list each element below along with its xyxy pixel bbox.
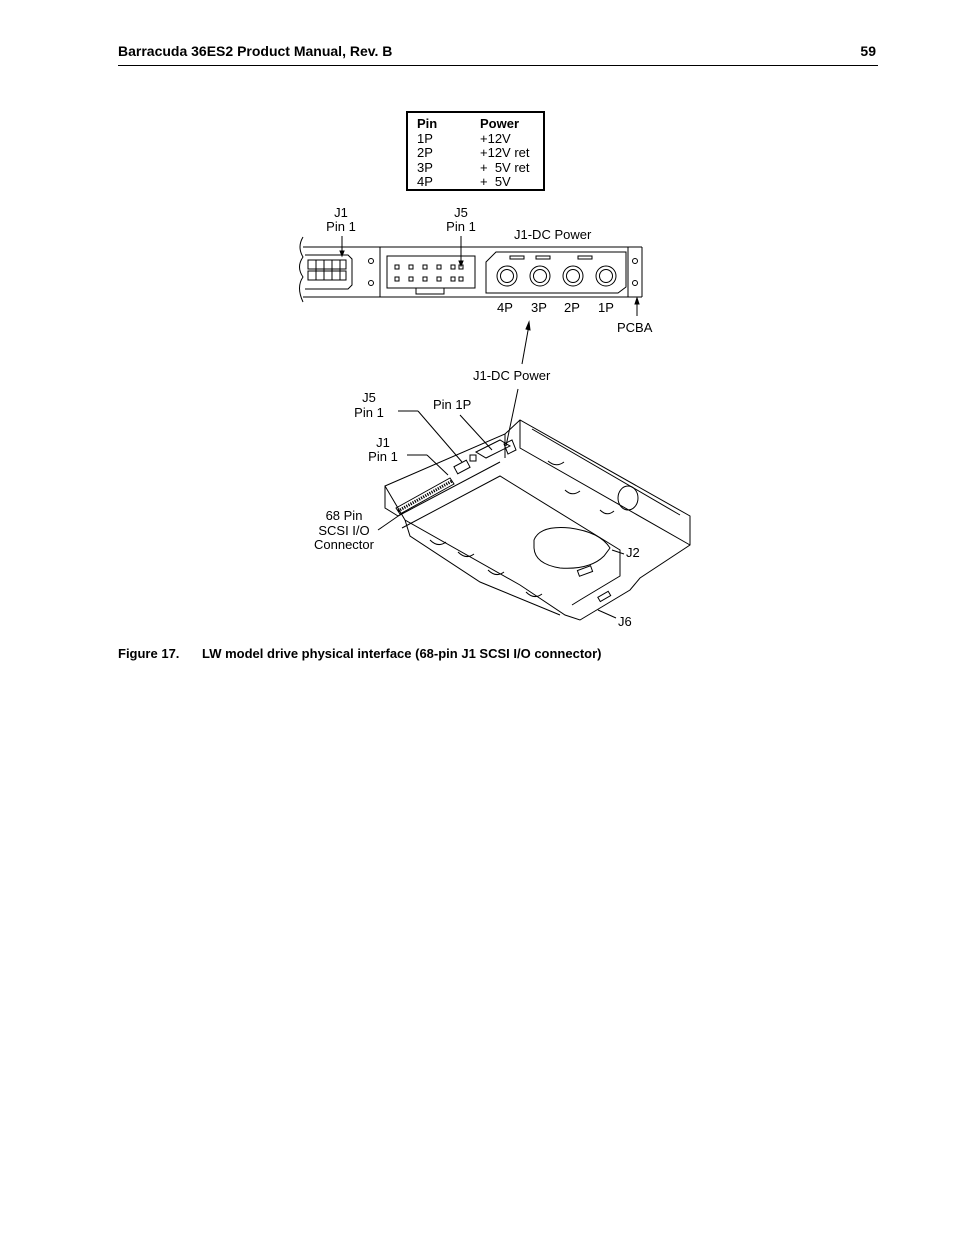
j6-label: J6 [618, 614, 632, 629]
figure-caption [118, 646, 602, 661]
j1-iso-label-line2: Pin 1 [368, 449, 398, 464]
pin-label-4p: 4P [497, 300, 513, 315]
power-cell: +12V ret [480, 145, 530, 160]
power-cell: +12V [480, 130, 511, 146]
pin-cell: 4P [417, 174, 433, 189]
j1-label-line2: Pin 1 [326, 219, 356, 234]
pin-cell: 1P [417, 130, 433, 146]
pin-label-2p: 2P [564, 300, 580, 315]
j1-label-line1: J1 [334, 205, 348, 220]
drive-end-view [300, 236, 643, 364]
power-cell: + 5V ret [480, 159, 530, 175]
manual-title: Barracuda 36ES2 Product Manual, Rev. B [118, 43, 393, 59]
pin-column-header: Pin [417, 116, 438, 131]
drive-isometric-view [378, 389, 690, 620]
scsi-label-line1: 68 Pin [325, 508, 363, 523]
figure-caption-text: LW model drive physical interface (68-pin J1 SCSI I/O connector) [202, 646, 602, 661]
pin-label-3p: 3P [531, 300, 547, 315]
page-number: 59 [860, 43, 876, 59]
j5-iso-label-line1: J5 [362, 390, 376, 405]
scsi-68-pin-connector-iso [396, 478, 454, 514]
j2-label: J2 [626, 545, 640, 560]
power-column-header: Power [480, 116, 520, 131]
j5-iso-label-line2: Pin 1 [354, 405, 384, 420]
pin-1p-label: Pin 1P [433, 397, 472, 412]
j1-iso-label-line1: J1 [376, 435, 390, 450]
figure-number: Figure 17. [118, 646, 180, 661]
j1-scsi-connector-end [305, 255, 352, 289]
pin-cell: 2P [417, 145, 433, 160]
pcba-label: PCBA [617, 320, 653, 335]
j1-dc-power-connector-end [486, 252, 626, 293]
dc-power-label-top: J1-DC Power [514, 227, 592, 242]
scsi-label-line2: SCSI I/O [318, 523, 370, 538]
dc-power-label-iso: J1-DC Power [473, 368, 551, 383]
j5-label-line1: J5 [454, 205, 468, 220]
pin-label-1p: 1P [598, 300, 614, 315]
pin-cell: 3P [417, 159, 433, 175]
j5-label-line2: Pin 1 [446, 219, 476, 234]
scsi-label-line3: Connector [314, 537, 374, 552]
power-cell: + 5V [480, 174, 511, 189]
